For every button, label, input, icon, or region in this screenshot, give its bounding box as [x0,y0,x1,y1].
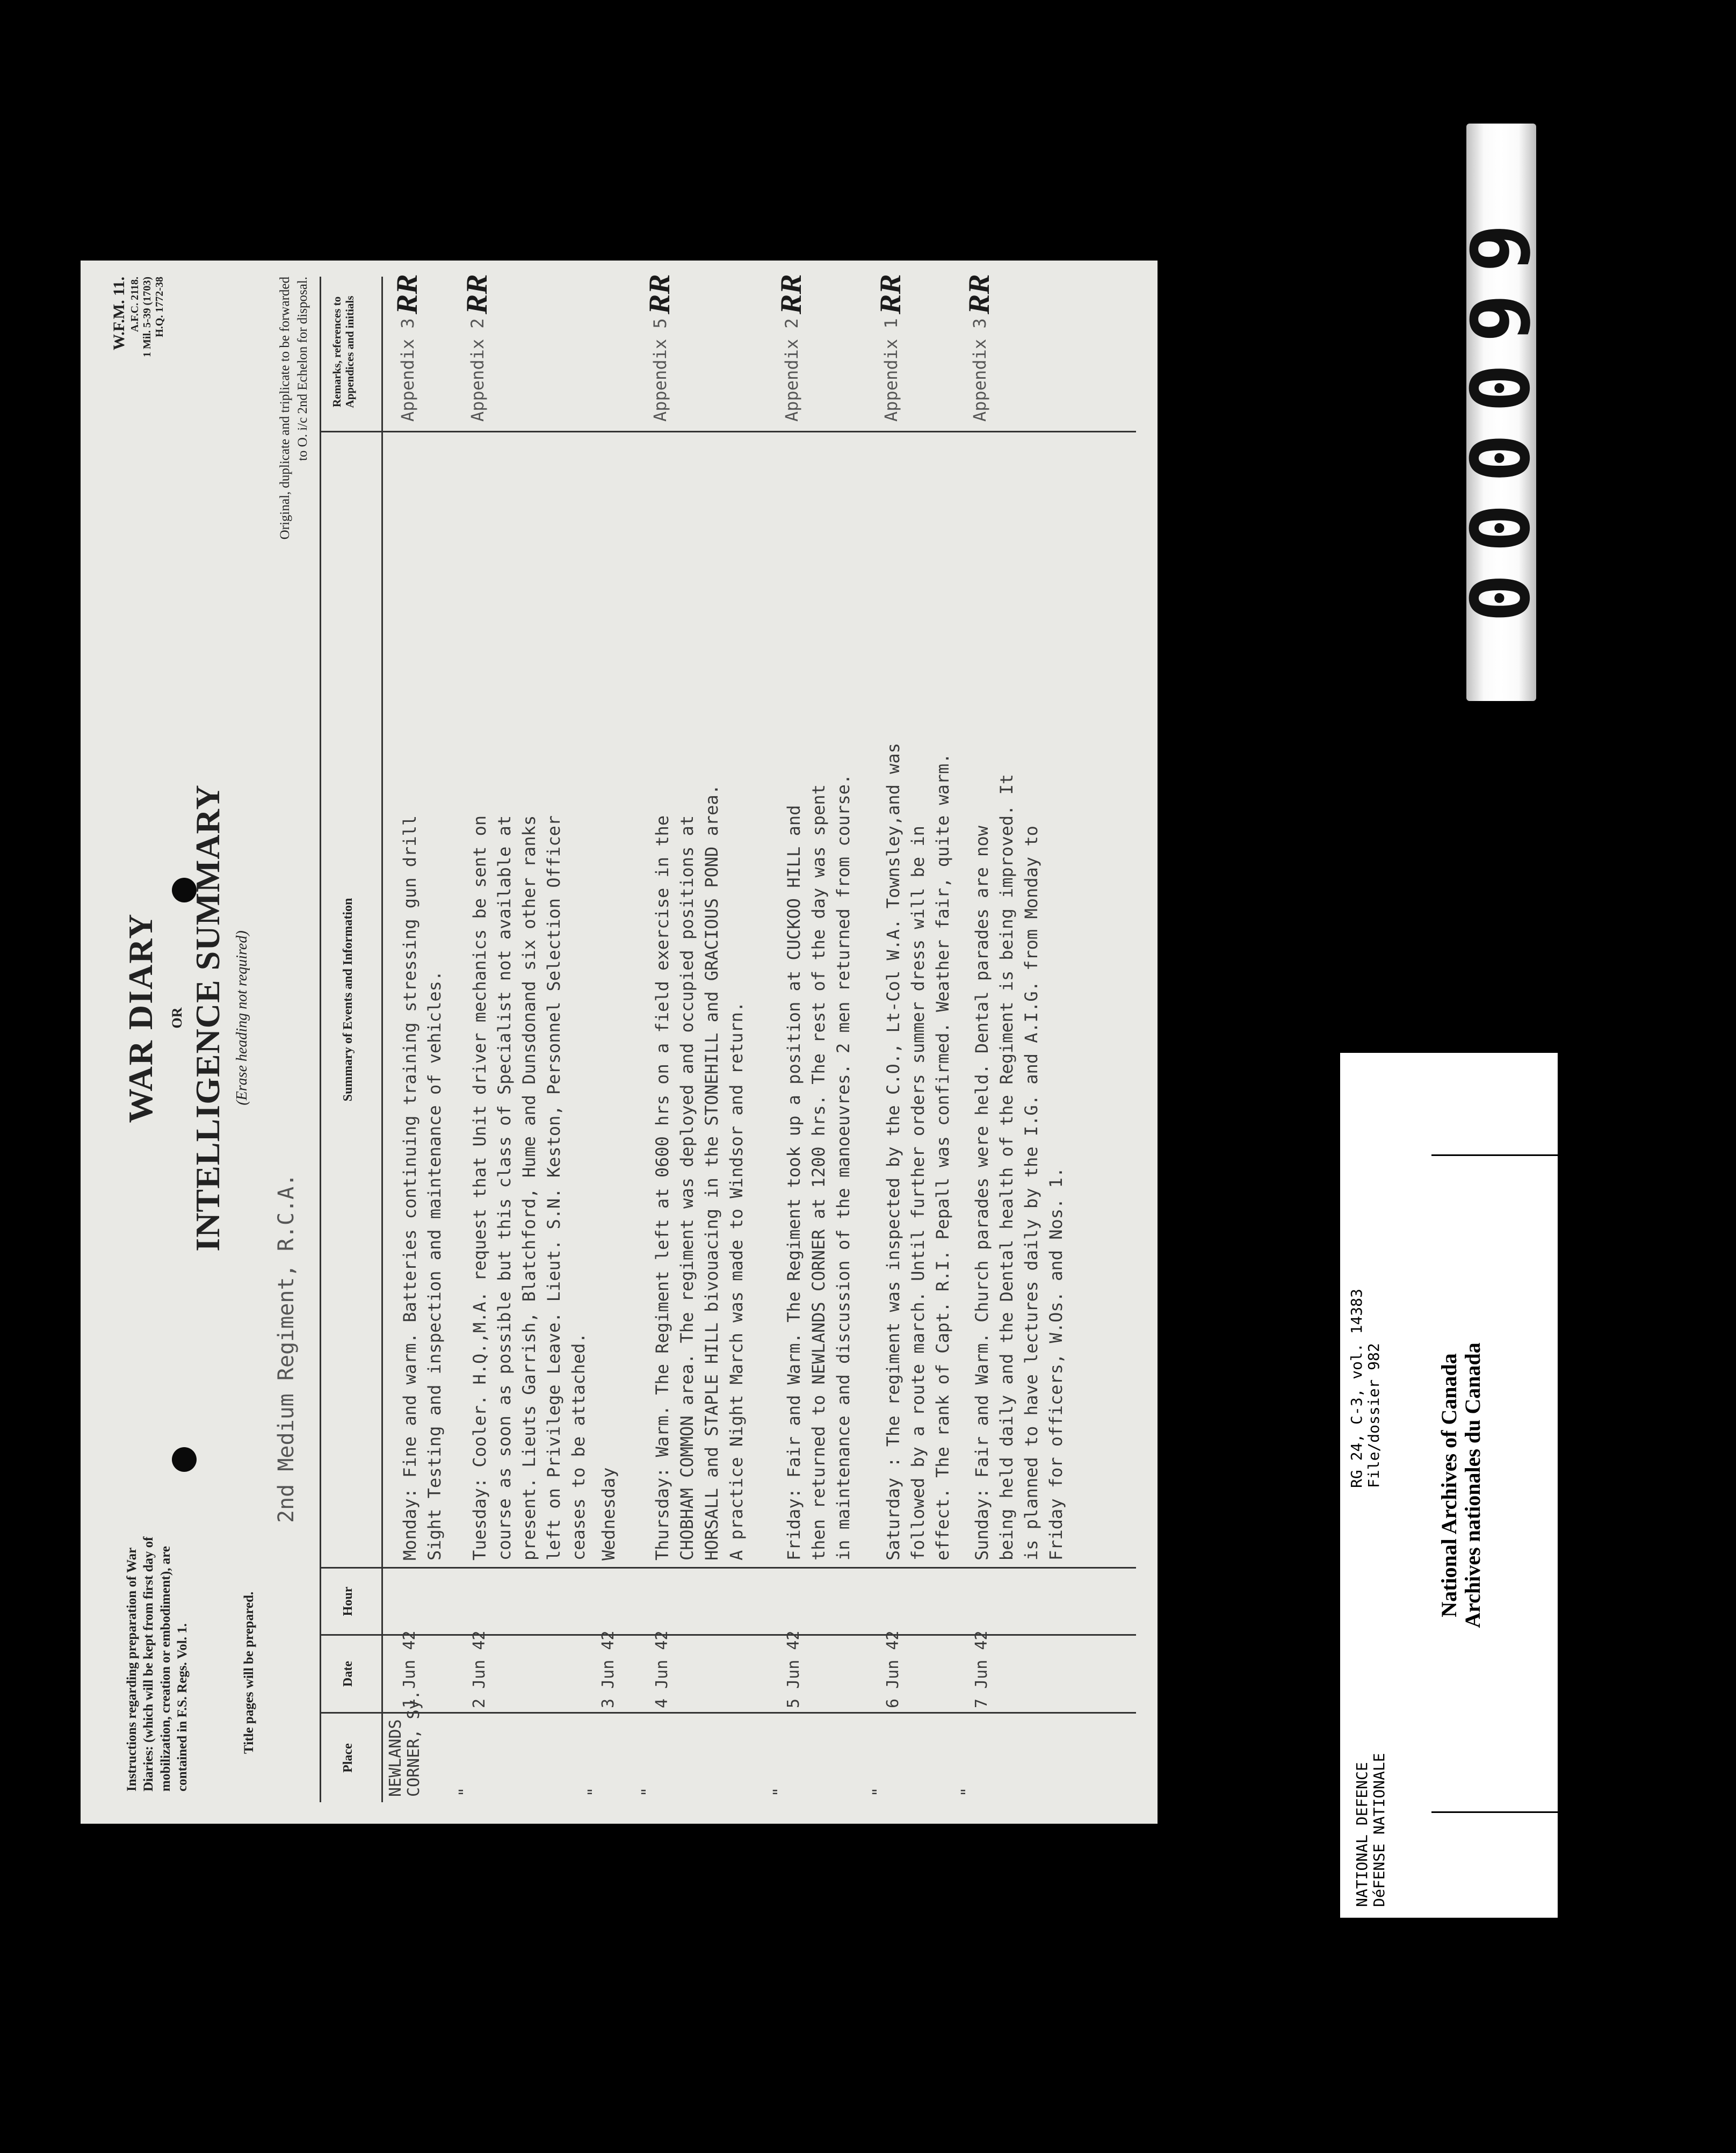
defence-line: DéFENSE NATIONALE [1370,1753,1388,1907]
entry-initials: RR [460,274,494,314]
frame-number: 000099 [1455,202,1548,623]
entry-summary: Monday: Fine and warm. Batteries continuing training stressing gun drill Sight Testing and inspection and maintenance of vehicles. [400,815,445,1560]
entry-date: 6 Jun 42 [884,1630,902,1708]
form-code-line: H.Q. 1772-38 [153,277,165,337]
title-war-diary: WAR DIARY [121,913,160,1123]
war-diary-page [81,261,1158,1824]
archives-label [1340,1053,1558,1918]
entry-date: 4 Jun 42 [653,1630,671,1708]
unit-name: 2nd Medium Regiment, R.C.A. [274,1173,299,1523]
archives-name [1437,1053,1485,1918]
column-divider [320,1634,1136,1636]
title-or: OR [169,1007,185,1029]
entry-summary: Tuesday: Cooler. H.Q.,M.A. request that Unit driver mechanics be sent on course as soon as possible but this class of Specialist not available at present. Lieuts Garrish, Blatchford, Hume and Dunsdonand six other ranks left on Privilege Leave. Lieut. S.N. Keston, Personnel Selection Officer ceases to be attached. [469,815,589,1560]
column-header-hour: Hour [341,1586,355,1616]
column-header-place: Place [341,1743,355,1773]
entry-summary: Sunday: Fair and Warm. Church parades were held. Dental parades are now being held daily and the Dental health of the Regiment is being improved. It is planned to have lectures daily by the I.G. and A.I.G. from Monday to Friday for officers, W.Os. and Nos. 1. [972,774,1066,1560]
column-divider [320,1712,1136,1714]
entry-initials: RR [390,274,424,314]
table-header-rule [381,277,383,1802]
record-group-reference [1348,1289,1383,1488]
entry-place: " [870,1787,888,1797]
form-code-line: A.F.C. 2118. [128,277,141,333]
entry-remarks: Appendix 1 [881,318,901,422]
column-divider [320,1567,1136,1569]
entry-summary: Wednesday [598,1467,619,1560]
war-diary-sheet [81,261,1158,1824]
entry-date: 3 Jun 42 [599,1630,618,1708]
entry-date: 1 Jun 42 [400,1630,419,1708]
entry-place: " [639,1787,657,1797]
title-intelligence-summary: INTELLIGENCE SUMMARY [189,784,227,1252]
table-top-rule [320,277,321,1802]
archives-name-en: National Archives of Canada [1437,1353,1461,1617]
entry-date: 7 Jun 42 [972,1630,991,1708]
entry-initials: RR [775,274,808,314]
archives-label-content [1340,1053,1558,1918]
entry-remarks: Appendix 5 [650,318,670,422]
entry-remarks: Appendix 3 [397,318,418,422]
entry-place: " [585,1787,604,1797]
forward-note [277,277,312,749]
defence-label [1354,1753,1388,1907]
title-pages-note: Title pages will be prepared. [242,1591,256,1754]
entry-initials: RR [874,274,907,314]
form-code-line: W.F.M. 11. [110,277,128,350]
archives-name-fr: Archives nationales du Canada [1460,1342,1485,1628]
column-header-date: Date [341,1661,355,1687]
column-header-remarks: Remarks, references to Appendices and initials [330,295,357,408]
defence-line: NATIONAL DEFENCE [1353,1762,1371,1907]
title-subtitle: (Erase heading not required) [234,930,250,1106]
entry-summary: Saturday : The regiment was inspected by the C.O., Lt-Col W.A. Townsley,and was followed by a route march. Until further orders summer dress will be in effect. The rank of Capt. R.I. Pepall was confirmed. Weather fair, quite warm. [883,743,953,1560]
column-divider [320,431,1136,432]
entry-remarks: Appendix 3 [970,318,990,422]
entry-place: " [770,1787,789,1797]
entry-summary: Friday: Fair and Warm. The Regiment took up a position at CUCKOO HILL and then returned to NEWLANDS CORNER at 1200 hrs. The rest of the day was spent in maintenance and discussion of the manoeuvres. 2 men returned from course. [784,774,853,1560]
reference-line: File/dossier 982 [1365,1343,1383,1488]
entry-remarks: Appendix 2 [467,318,488,422]
entry-summary: Thursday: Warm. The Regiment left at 0600 hrs on a field exercise in the CHOBHAM COMMON area. The regiment was deployed and occupied positions at HORSALL and STAPLE HILL bivouacing in the STONEHILL and GRACIOUS POND area. A practice Night March was made to Windsor and return. [652,784,747,1560]
entry-initials: RR [643,274,676,314]
form-code [110,277,166,427]
entry-place: " [958,1787,977,1797]
instructions-text: Instructions regarding preparation of War Diaries: (which will be kept from first day of mobilization, creation or embodiment), are contained in F.S. Regs. Vol. 1. [125,1536,190,1791]
column-header-summary: Summary of Events and Information [341,898,355,1102]
entry-date: 5 Jun 42 [784,1630,803,1708]
frame-number-stamp [1455,124,1548,701]
entry-initials: RR [963,274,996,314]
forward-note-line: Original, duplicate and triplicate to be forwarded [278,277,292,540]
entry-place: " [456,1787,475,1797]
form-code-line: 1 Mil. 5-39 (1703) [141,277,153,357]
forward-note-line: to O. i/c 2nd Echelon for disposal. [295,277,310,461]
entry-place: NEWLANDS CORNER, Sy. [386,1690,423,1797]
reference-line: RG 24, C-3, vol. 14383 [1348,1289,1365,1488]
entry-date: 2 Jun 42 [470,1630,489,1708]
punch-hole [172,1447,197,1472]
entry-remarks: Appendix 2 [782,318,802,422]
